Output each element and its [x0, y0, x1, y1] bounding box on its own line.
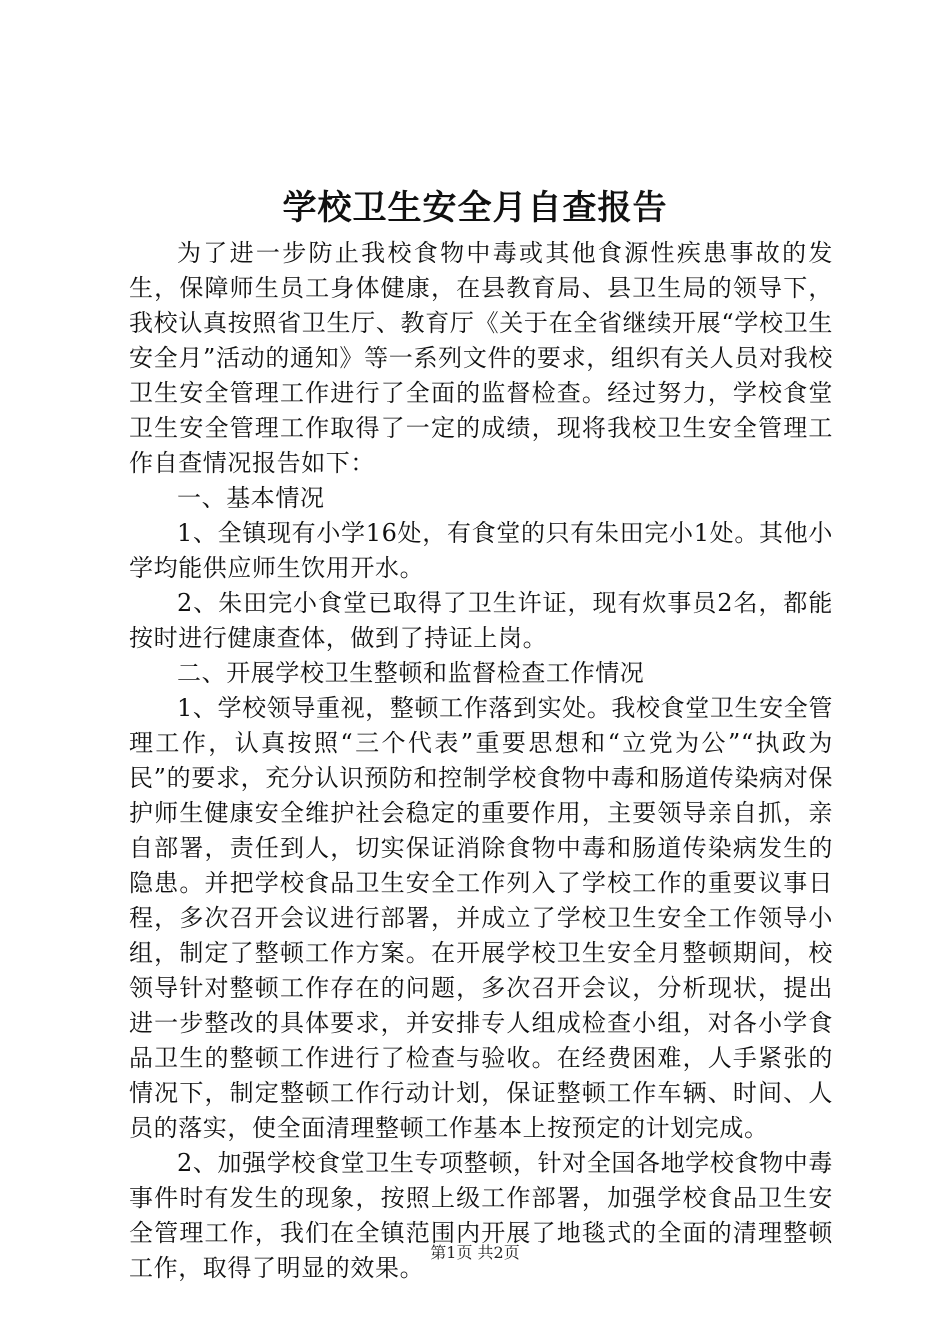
section-heading-basic: 一、基本情况	[177, 484, 325, 512]
basic-item-1: 1、全镇现有小学16处，有食堂的只有朱田完小1处。其他小学均能供应师生饮用开水。	[129, 519, 833, 582]
page-footer: 第1页 共2页	[430, 1243, 520, 1262]
document-body	[129, 236, 833, 1286]
document-title: 学校卫生安全月自查报告	[282, 188, 668, 228]
intro-paragraph: 为了进一步防止我校食物中毒或其他食源性疾患事故的发生，保障师生员工身体健康，在县教育局、县卫生局的领导下，我校认真按照省卫生厅、教育厅《关于在全省继续开展“学校卫生安全月”活动的通知》等一系列文件的要求，组织有关人员对我校卫生安全管理工作进行了全面的监督检查。经过努力，学校食堂卫生安全管理工作取得了一定的成绩，现将我校卫生安全管理工作自查情况报告如下：	[129, 239, 833, 477]
inspection-item-1: 1、学校领导重视，整顿工作落到实处。我校食堂卫生安全管理工作，认真按照“三个代表”重要思想和“立党为公”“执政为民”的要求，充分认识预防和控制学校食物中毒和肠道传染病对保护师生健康安全维护社会稳定的重要作用，主要领导亲自抓，亲自部署，责任到人，切实保证消除食物中毒和肠道传染病发生的隐患。并把学校食品卫生安全工作列入了学校工作的重要议事日程，多次召开会议进行部署，并成立了学校卫生安全工作领导小组，制定了整顿工作方案。在开展学校卫生安全月整顿期间，校领导针对整顿工作存在的问题，多次召开会议，分析现状，提出进一步整改的具体要求，并安排专人组成检查小组，对各小学食品卫生的整顿工作进行了检查与验收。在经费困难，人手紧张的情况下，制定整顿工作行动计划，保证整顿工作车辆、时间、人员的落实，使全面清理整顿工作基本上按预定的计划完成。	[129, 694, 833, 1142]
inspection-item-2: 2、加强学校食堂卫生专项整顿，针对全国各地学校食物中毒事件时有发生的现象，按照上级工作部署，加强学校食品卫生安全管理工作，我们在全镇范围内开展了地毯式的全面的清理整顿工作，取得了明显的效果。	[129, 1149, 833, 1282]
basic-item-2: 2、朱田完小食堂已取得了卫生许证，现有炊事员2名，都能按时进行健康查体，做到了持证上岗。	[129, 589, 833, 652]
section-heading-inspection: 二、开展学校卫生整顿和监督检查工作情况	[177, 659, 645, 687]
